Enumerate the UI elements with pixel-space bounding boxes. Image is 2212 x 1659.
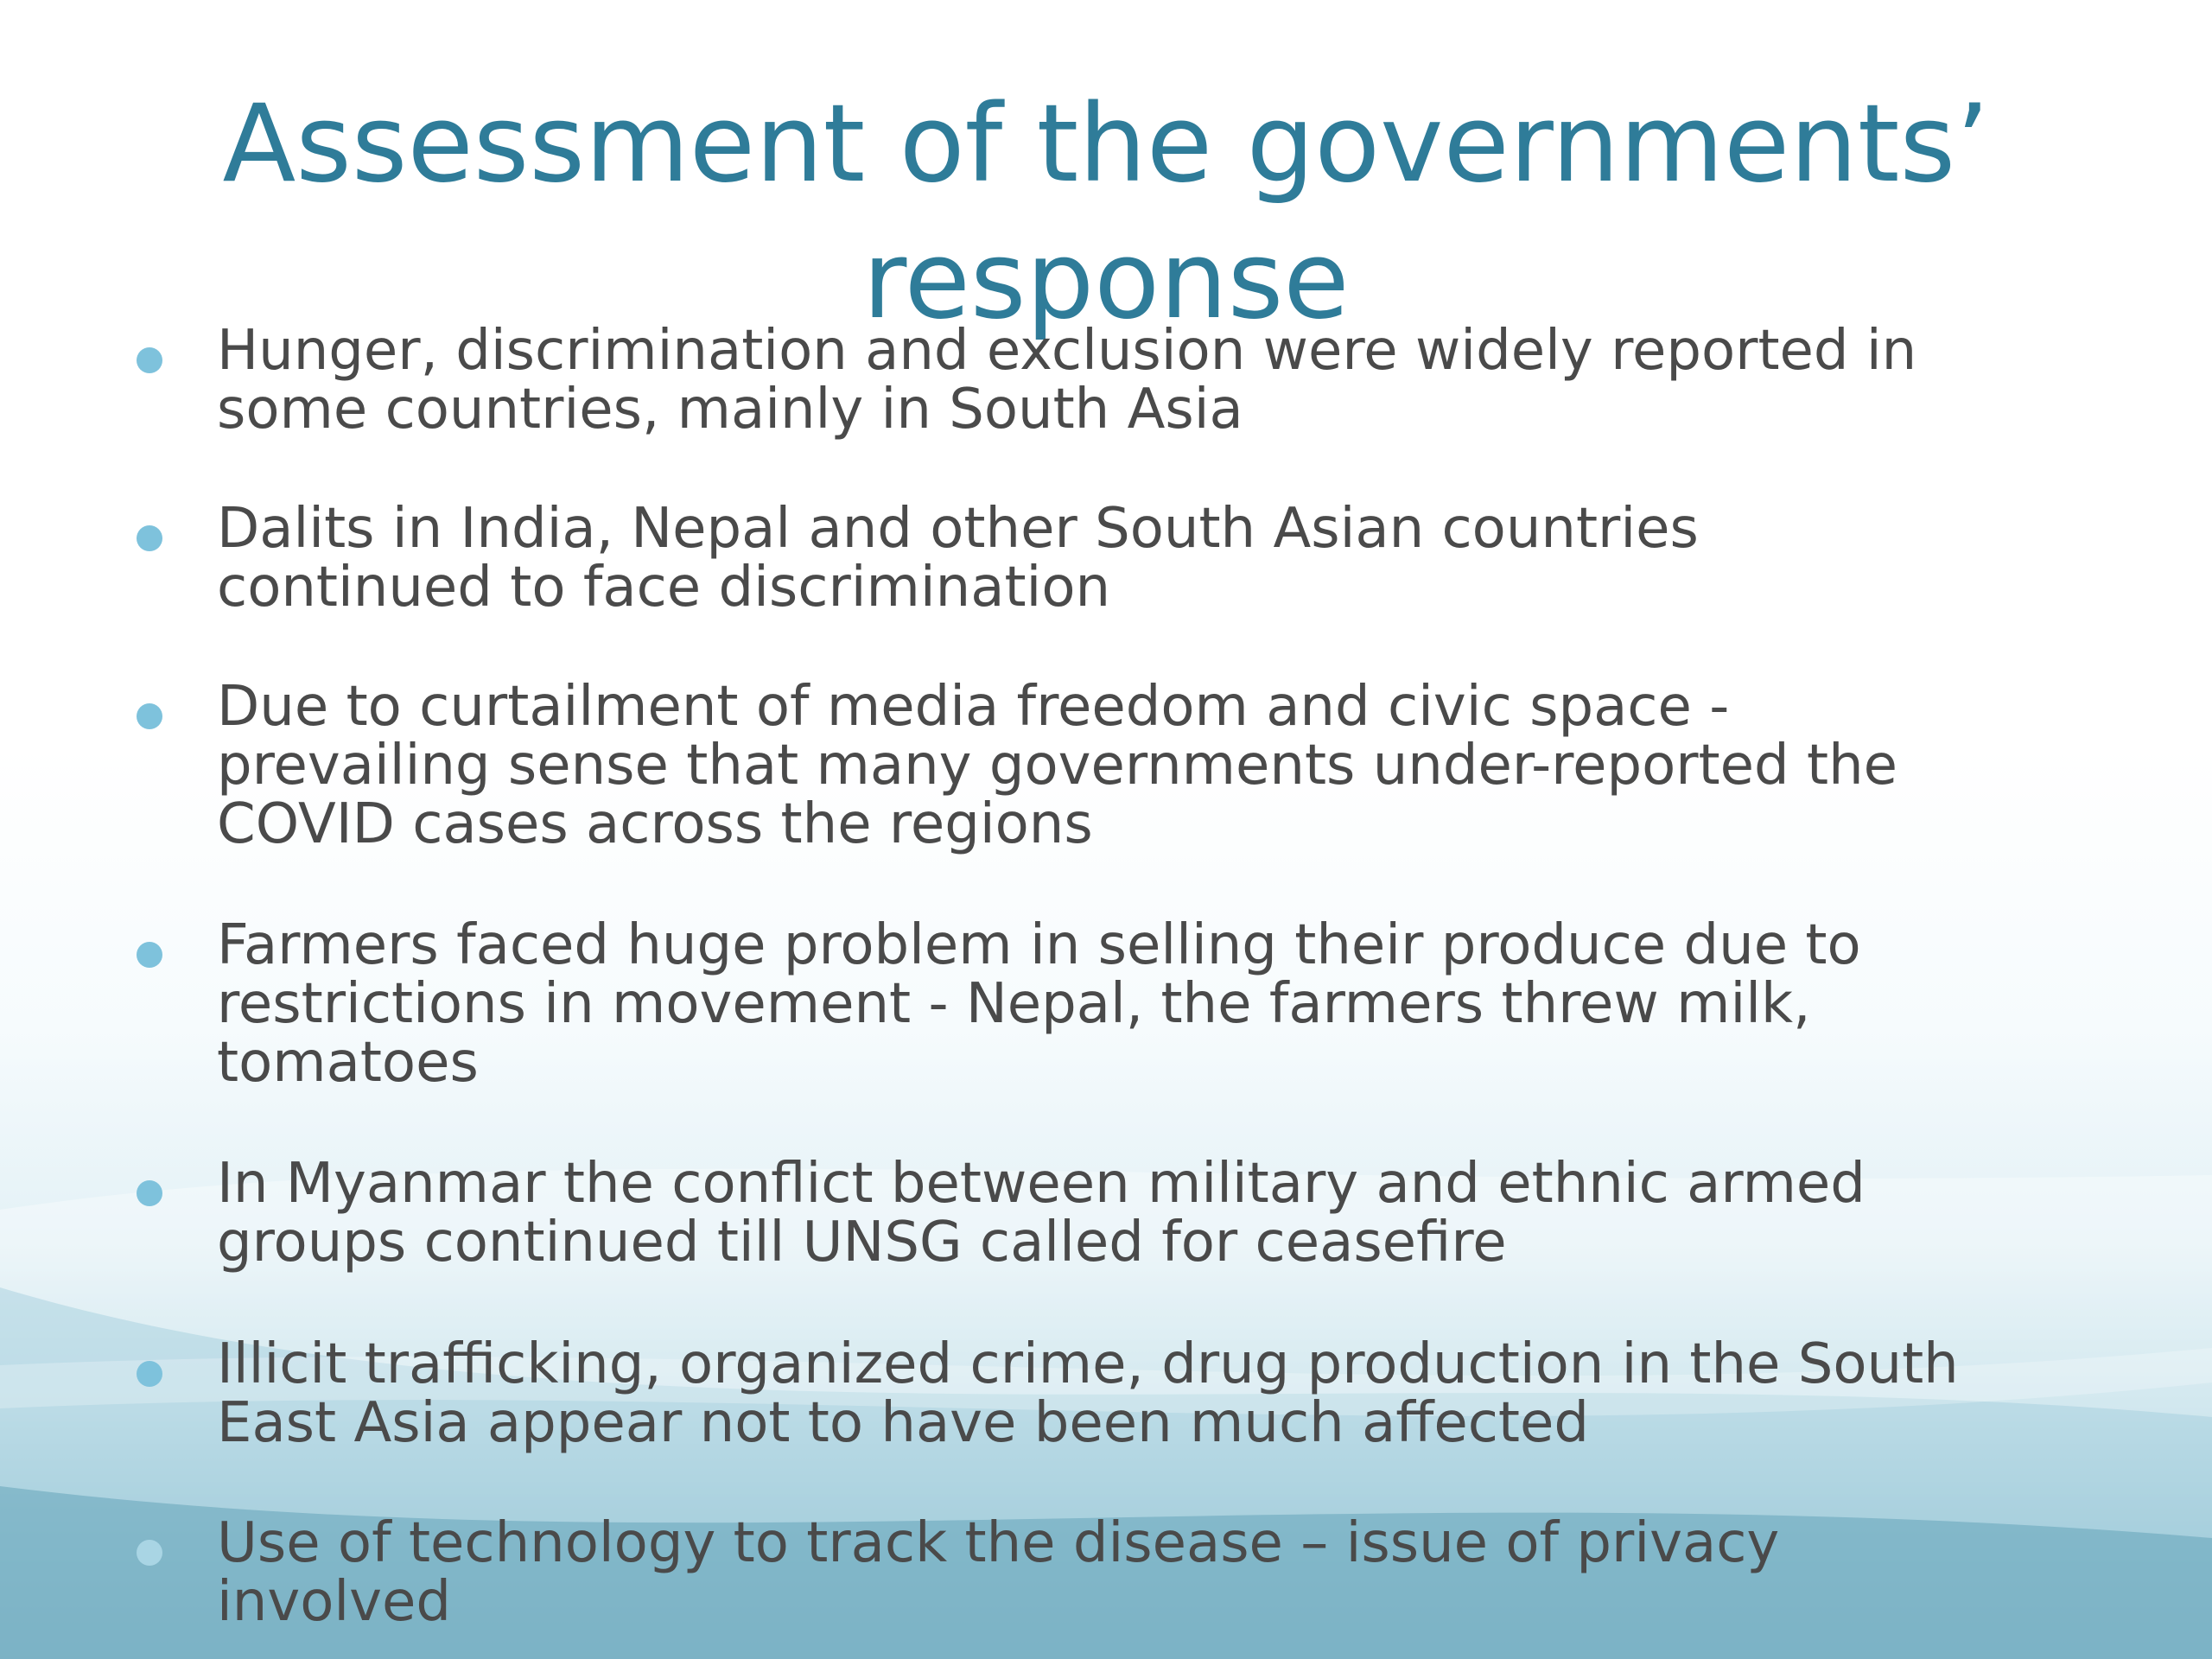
bullet-text [217,913,2126,1095]
bullet-item-farmers [134,913,2121,1095]
bullet-dot-icon [137,525,162,551]
bullet-line: Dalits in India, Nepal and other South Asian countries [217,497,1699,561]
bullet-line: tomatoes [217,1031,479,1095]
bullet-line: Hunger, discrimination and exclusion were widely reported in [217,319,1917,383]
bullet-item-hunger [134,321,2121,442]
bullet-line: Use of technology to track the disease – issue of privacy [217,1511,1780,1575]
bullet-text [217,677,2126,854]
bullet-line: In Myanmar the conflict between military and ethnic armed [217,1152,1866,1216]
bullet-item-trafficking [134,1332,2121,1456]
bullet-item-myanmar [134,1154,2121,1275]
bullet-item-technology [134,1511,2121,1635]
bullet-line: Due to curtailment of media freedom and civic space - [217,675,1730,739]
bullet-line: restrictions in movement - Nepal, the farmers threw milk, [217,972,1811,1036]
bullet-text [217,1332,2126,1455]
bullet-dot-icon [137,1361,162,1387]
bullet-text [217,1511,2126,1634]
slide-title [173,76,2039,349]
bullet-line: continued to face discrimination [217,556,1111,620]
bullet-line: groups continued till UNSG called for ceasefire [217,1211,1507,1274]
bullet-line: COVID cases across the regions [217,792,1093,856]
bullet-line: East Asia appear not to have been much affected [217,1391,1589,1455]
bullet-line: prevailing sense that many governments under-reported the [217,734,1897,798]
bullet-text [217,1154,2126,1272]
bullet-line: involved [217,1570,452,1634]
slide-title-line-1: Assessment of the governments’ [222,82,1990,207]
bullet-dot-icon [137,703,162,729]
bullet-dot-icon [137,1180,162,1206]
bullet-dot-icon [137,942,162,968]
bullet-text [217,497,2126,620]
bullet-dot-icon [137,347,162,373]
bullet-line: some countries, mainly in South Asia [217,378,1243,442]
bullet-text [217,319,2126,442]
bullet-item-media-freedom [134,675,2121,856]
bullet-line: Illicit trafficking, organized crime, drug production in the South [217,1332,1959,1396]
bullet-line: Farmers faced huge problem in selling their produce due to [217,913,1861,977]
slide-title-line-2: response [862,219,1350,343]
bullet-item-dalits [134,499,2121,620]
bullet-dot-icon [137,1540,162,1566]
